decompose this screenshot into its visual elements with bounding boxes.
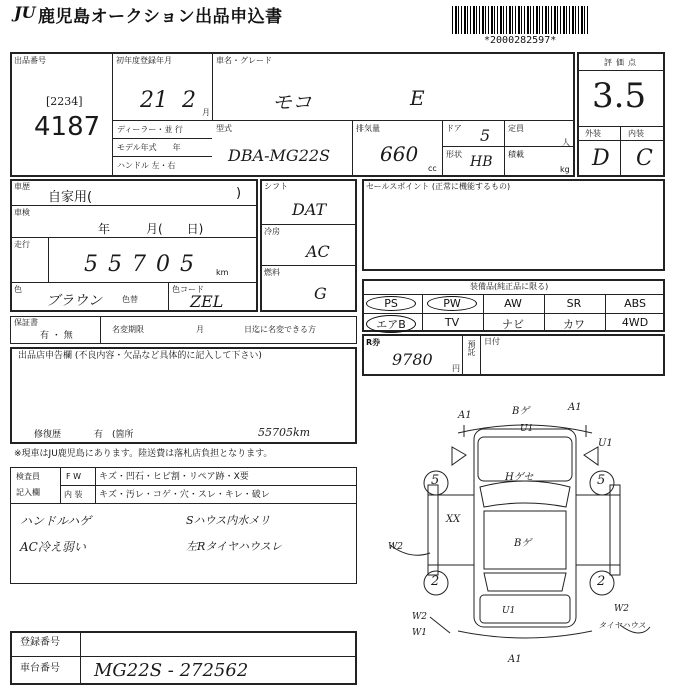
inspector-fw: F W bbox=[66, 472, 82, 481]
mileage-unit: km bbox=[216, 268, 229, 277]
chassis-label: 車台番号 bbox=[20, 663, 60, 674]
equip-abs: ABS bbox=[624, 297, 646, 310]
equip-tv: TV bbox=[444, 316, 460, 329]
displacement-unit: cc bbox=[428, 164, 437, 173]
recycle-unit: 円 bbox=[452, 364, 460, 373]
exterior-value: D bbox=[592, 146, 610, 171]
interior-value: C bbox=[636, 146, 653, 171]
model-year-label: モデル年式 年 bbox=[117, 143, 181, 152]
note-right-2: 左Rタイヤハウスレ bbox=[186, 540, 282, 553]
aircon-label: 冷房 bbox=[264, 227, 280, 236]
equip-sr: SR bbox=[566, 297, 582, 310]
diagram-u1-rear: U1 bbox=[502, 606, 516, 616]
shape-label: 形状 bbox=[446, 150, 462, 159]
sales-point-box bbox=[362, 179, 665, 271]
displacement-label: 排気量 bbox=[356, 124, 380, 133]
equip-ps: PS bbox=[366, 296, 416, 311]
score-label: 評価点 bbox=[604, 58, 640, 67]
lot-label: 出品番号 bbox=[14, 56, 46, 65]
ju-logo: JU bbox=[14, 3, 36, 22]
color-code-value: ZEL bbox=[190, 292, 224, 311]
doors-label: ドア bbox=[446, 124, 462, 133]
meigi-label: 名変期限 bbox=[112, 325, 144, 334]
color-label: 色 bbox=[14, 285, 22, 294]
first-registration-label: 初年度登録年月 bbox=[116, 56, 172, 65]
diagram-hood: Hゲセ bbox=[505, 472, 534, 483]
car-name-label: 車名・グレード bbox=[216, 56, 272, 65]
registration-label: 登録番号 bbox=[20, 637, 60, 648]
inspection-label: 車検 bbox=[14, 208, 30, 217]
history-value: 自家用( bbox=[48, 190, 93, 205]
form-title: 鹿児島オークション出品申込書 bbox=[38, 7, 283, 27]
barcode-number: *2000282597* bbox=[484, 35, 557, 46]
equip-leather: カワ bbox=[563, 318, 585, 331]
warranty-label: 保証書 bbox=[14, 318, 38, 327]
inspection-text: 年 月( 日) bbox=[98, 222, 204, 236]
barcode bbox=[452, 6, 590, 34]
equip-airbag: エアB bbox=[366, 315, 416, 333]
fuel-value: G bbox=[314, 284, 327, 303]
equip-navi: ナビ bbox=[502, 318, 524, 331]
capacity-unit: 人 bbox=[562, 138, 570, 147]
diagram-rl-tire: 2 bbox=[431, 574, 440, 589]
note-left-2: AC冷え弱い bbox=[20, 540, 86, 554]
diagram-u1-front: U1 bbox=[520, 424, 534, 434]
equipment-label: 装備品(純正品に限る) bbox=[470, 282, 549, 291]
inspector-label-1: 検査員 bbox=[16, 472, 40, 481]
first-registration-month: 2 bbox=[182, 88, 196, 113]
history-label: 車歴 bbox=[14, 182, 30, 191]
chassis-value: MG22S - 272562 bbox=[94, 660, 249, 681]
lot-sub-number: [2234] bbox=[46, 95, 83, 108]
diagram-w2-left: W2 bbox=[388, 542, 403, 552]
shape-value: HB bbox=[470, 154, 493, 170]
diagram-b2-front: Bゲ bbox=[512, 406, 530, 417]
deposit-label: 預託 bbox=[467, 340, 476, 356]
notes-label: 出品店申告欄 (不良内容・欠品など具体的に記入して下さい) bbox=[18, 351, 262, 361]
color-value: ブラウン bbox=[46, 293, 102, 309]
diagram-rear-note: タイヤハウス bbox=[598, 621, 646, 630]
recycle-value: 9780 bbox=[392, 350, 433, 369]
diagram-roof: Bゲ bbox=[514, 538, 532, 549]
handle-label: ハンドル 左・右 bbox=[117, 161, 176, 170]
diagram-w2-rear-left: W2 bbox=[412, 612, 427, 622]
disclaimer: ※現車はJU鹿児島にあります。陸送費は落札店負担となります。 bbox=[14, 449, 273, 459]
diagram-a1-bottom: A1 bbox=[508, 654, 522, 665]
exterior-label: 外装 bbox=[585, 129, 601, 138]
repair-label: 修復歴 bbox=[34, 430, 62, 440]
meigi-month: 月 bbox=[196, 325, 204, 334]
date-label: 日付 bbox=[484, 337, 500, 346]
diagram-fr-tire: 5 bbox=[597, 473, 606, 488]
lot-number: 4187 bbox=[34, 112, 101, 142]
first-registration-year: 21 bbox=[140, 88, 168, 113]
diagram-rr-tire: 2 bbox=[597, 574, 606, 589]
history-close: ) bbox=[236, 186, 242, 201]
diagram-u1-right: U1 bbox=[598, 438, 613, 449]
diagram-a1-front-left: A1 bbox=[458, 410, 472, 421]
inspector-label-2: 記入欄 bbox=[16, 488, 40, 497]
car-grade: E bbox=[410, 86, 425, 110]
aircon-value: AC bbox=[306, 242, 330, 261]
score-value: 3.5 bbox=[592, 76, 647, 116]
repair-options: 有 (箇所 bbox=[94, 430, 134, 440]
displacement-value: 660 bbox=[380, 142, 419, 166]
diagram-w1-rear-left: W1 bbox=[412, 628, 427, 638]
dealer-label: ディーラー・並 行 bbox=[117, 125, 183, 134]
fuel-label: 燃料 bbox=[264, 268, 280, 277]
month-unit: 月 bbox=[202, 108, 210, 117]
repair-note: 55705km bbox=[258, 426, 311, 439]
interior-label: 内装 bbox=[628, 129, 644, 138]
meigi-note: 日迄に名変できる方 bbox=[244, 325, 316, 334]
car-name: モコ bbox=[272, 90, 312, 114]
model-label: 型式 bbox=[216, 124, 232, 133]
shift-label: シフト bbox=[264, 182, 288, 191]
note-right-1: Sハウス内水メリ bbox=[186, 514, 271, 527]
capacity-label: 定員 bbox=[508, 124, 524, 133]
diagram-xx: XX bbox=[446, 514, 461, 525]
warranty-options: 有 ・ 無 bbox=[40, 331, 73, 341]
load-label: 積載 bbox=[508, 150, 524, 159]
recycle-label: R券 bbox=[366, 338, 381, 347]
inspector-interior-label: 内 装 bbox=[64, 490, 83, 499]
inspector-exterior-items: キズ・凹石・ヒビ割・リペア跡・X要 bbox=[99, 472, 249, 482]
equip-4wd: 4WD bbox=[621, 316, 649, 329]
mileage-digits: 55705 bbox=[84, 252, 204, 277]
diagram-a1-front-right: A1 bbox=[568, 402, 582, 413]
load-unit: kg bbox=[560, 165, 570, 174]
color-code-label: 色コード bbox=[172, 285, 204, 294]
inspector-interior-items: キズ・汚レ・コゲ・穴・スレ・キレ・破レ bbox=[99, 490, 270, 500]
mileage-label: 走行 bbox=[14, 240, 30, 249]
equip-aw: AW bbox=[504, 297, 522, 310]
equip-pw: PW bbox=[427, 296, 477, 311]
shift-value: DAT bbox=[292, 200, 327, 219]
note-left-1: ハンドルハゲ bbox=[20, 514, 92, 528]
color-suffix: 色替 bbox=[122, 295, 138, 304]
sales-point-label: セールスポイント (正常に機能するもの) bbox=[366, 182, 511, 191]
model-value: DBA-MG22S bbox=[228, 146, 331, 165]
doors-value: 5 bbox=[480, 126, 491, 145]
diagram-w2-rear-right: W2 bbox=[614, 604, 629, 614]
diagram-fl-tire: 5 bbox=[431, 473, 440, 488]
